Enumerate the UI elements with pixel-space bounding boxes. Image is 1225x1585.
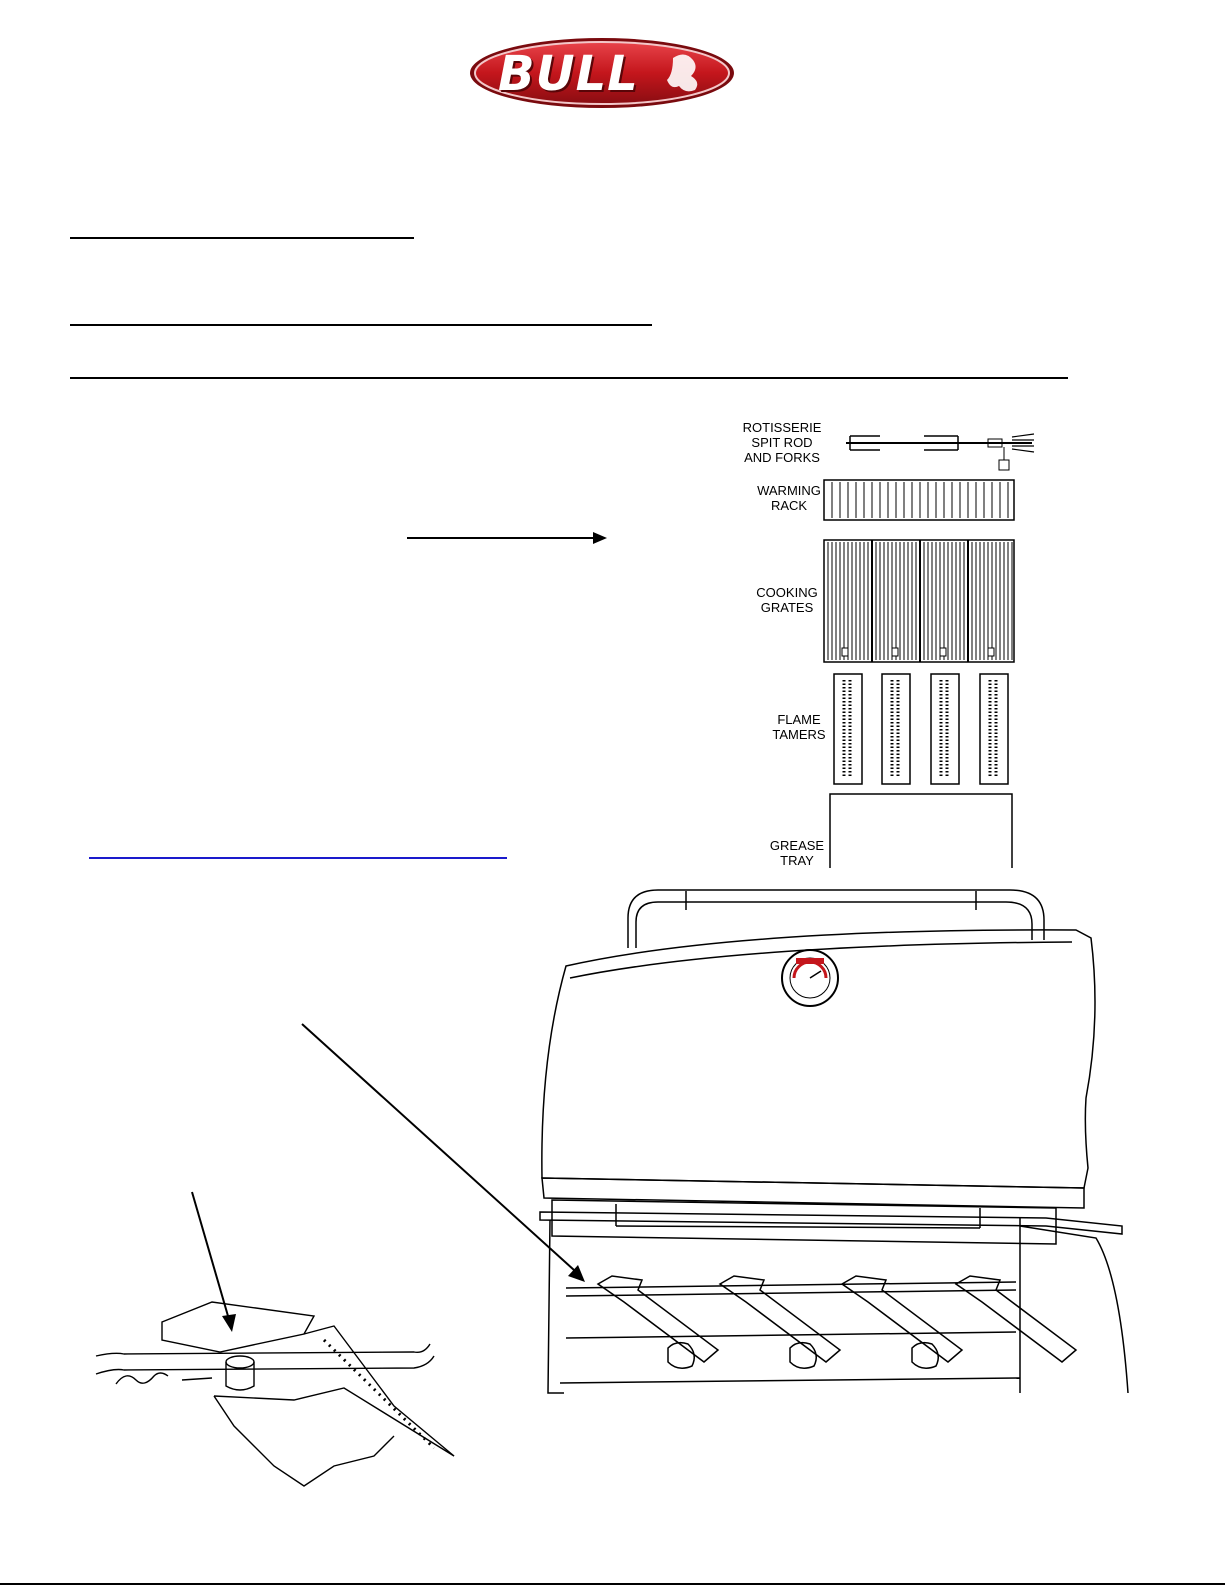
label-cooking-grates: COOKING GRATES [756, 585, 818, 615]
cooking-grates-illustration [822, 538, 1018, 666]
thermometer-gauge [782, 950, 838, 1006]
pointer-arrow-burner [298, 1020, 598, 1290]
flame-tamers-illustration [832, 672, 1012, 788]
heading-underline-1 [70, 237, 414, 239]
burner-detail-illustration [94, 1296, 464, 1496]
warming-rack-illustration [822, 478, 1018, 524]
label-rotisserie: ROTISSERIE SPIT ROD AND FORKS [742, 420, 822, 465]
rotisserie-spit-illustration [842, 428, 1042, 476]
heading-underline-3 [70, 377, 1068, 379]
heading-underline-2 [70, 324, 652, 326]
pointer-arrow-right [405, 530, 610, 548]
label-warming-rack: WARMING RACK [757, 483, 821, 513]
label-flame-tamers: FLAME TAMERS [772, 712, 826, 742]
grease-tray-illustration [828, 792, 1016, 870]
grill-head-illustration [536, 878, 1136, 1398]
bull-logo [468, 36, 736, 110]
logo-text: BULL [498, 46, 639, 102]
label-grease-tray: GREASE TRAY [769, 838, 825, 868]
link-underline[interactable] [89, 857, 507, 859]
